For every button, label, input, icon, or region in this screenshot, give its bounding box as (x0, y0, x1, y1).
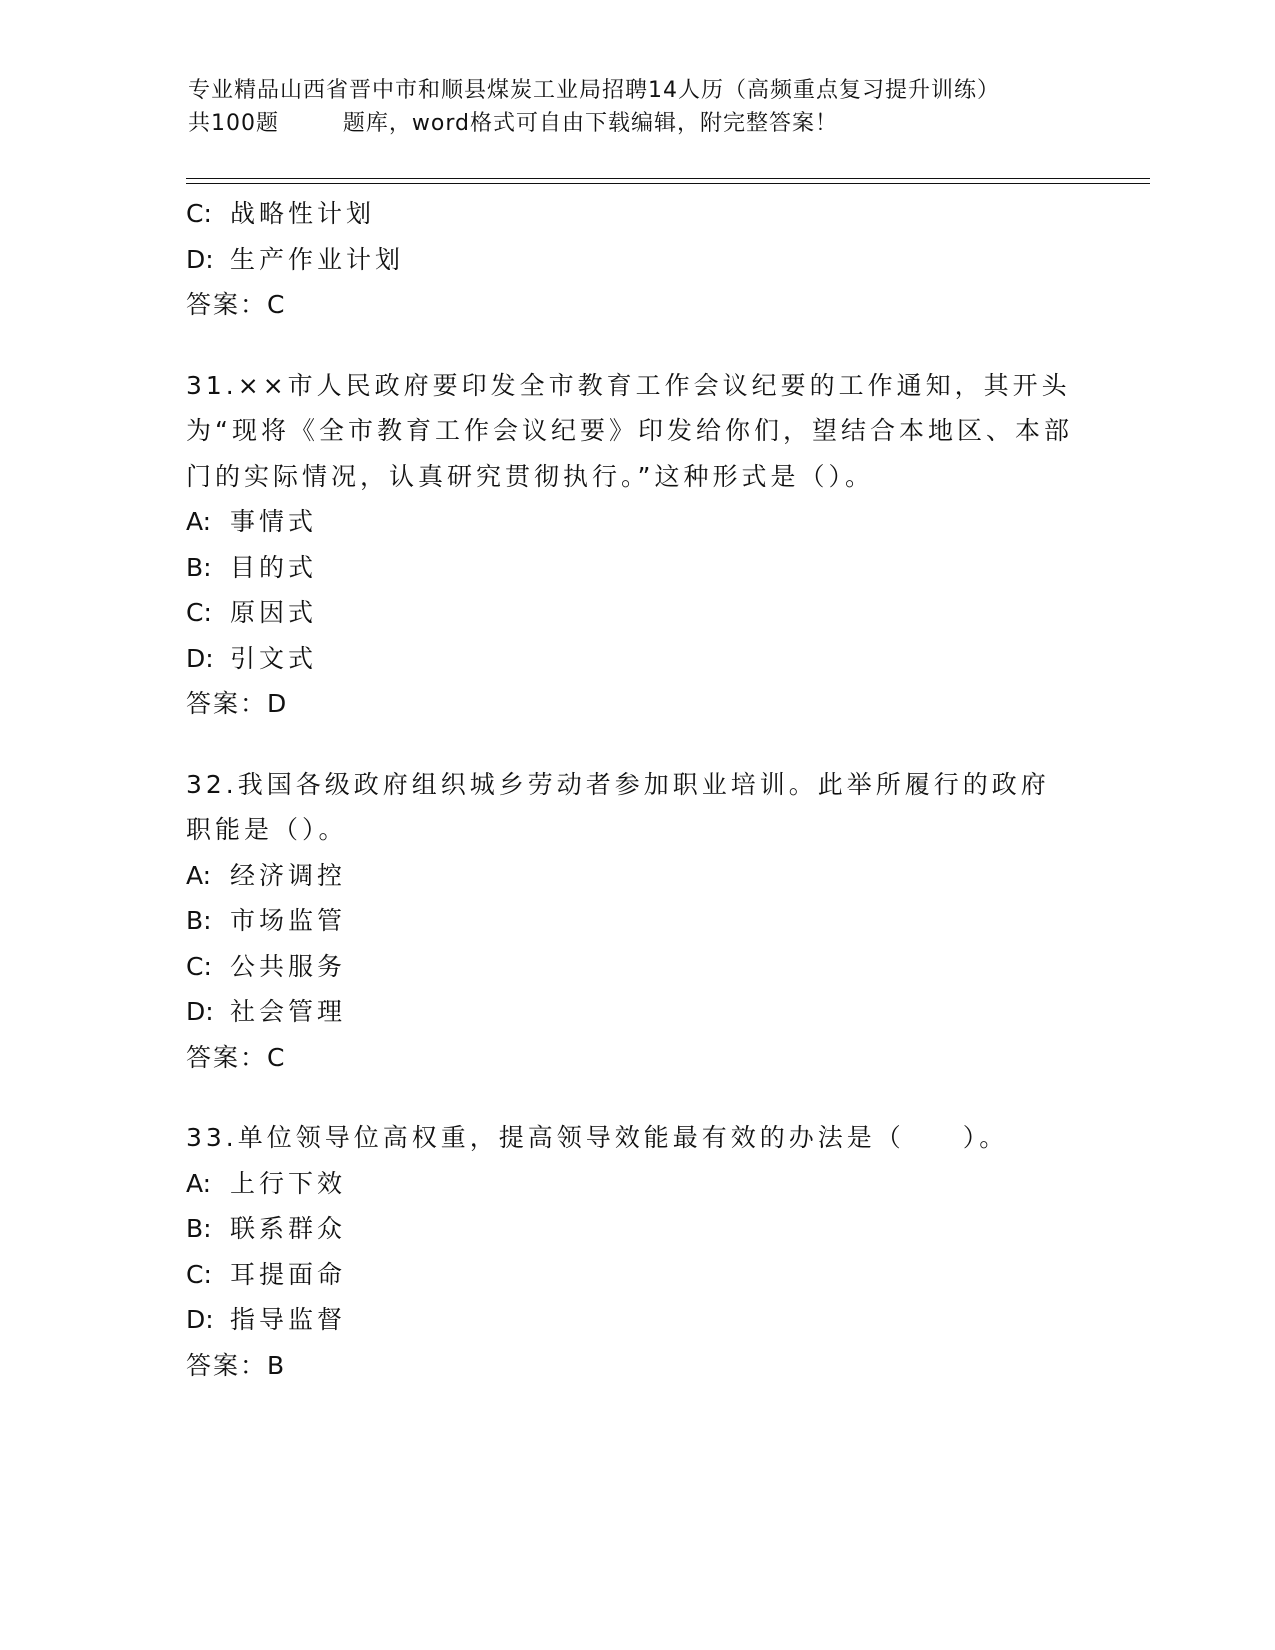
question-31 (186, 363, 1086, 727)
prev-question-block (186, 191, 1086, 328)
question-stem: 33.单位领导位高权重，提高领导效能最有效的办法是（ ）。 (186, 1123, 1009, 1152)
answer-line: 答案：C (186, 290, 287, 319)
header-rule-top (186, 178, 1150, 179)
option-c: C: 耳提面命 (186, 1259, 347, 1289)
header-title-line-1: 专业精品山西省晋中市和顺县煤炭工业局招聘14人历（高频重点复习提升训练） (188, 78, 1000, 103)
question-32 (186, 762, 1086, 1081)
question-stem: 31.××市人民政府要印发全市教育工作会议纪要的工作通知，其开头为“现将《全市教育工作会议纪要》印发给你们，望结合本地区、本部门的实际情况，认真研究贯彻执行。”这种形式是（）。 (186, 370, 1073, 491)
header-title-line-2: 共100题 题库，word格式可自由下载编辑，附完整答案！ (188, 111, 839, 136)
option-c: C: 原因式 (186, 598, 318, 627)
answer-line: 答案：D (186, 689, 289, 718)
option-b: B: 目的式 (186, 552, 318, 582)
option-b: B: 联系群众 (186, 1214, 347, 1243)
question-list (186, 191, 1086, 1388)
answer-line: 答案：C (186, 1042, 287, 1072)
answer-line: 答案：B (186, 1350, 287, 1380)
header-rule-bottom (186, 183, 1150, 184)
option-c: C: 战略性计划 (186, 199, 376, 228)
option-a: A: 事情式 (186, 507, 318, 536)
option-a: A: 上行下效 (186, 1168, 347, 1198)
option-c: C: 公共服务 (186, 951, 347, 981)
option-d: D: 指导监督 (186, 1305, 347, 1334)
question-33 (186, 1115, 1086, 1388)
document-header (188, 74, 1108, 140)
option-d: D: 生产作业计划 (186, 244, 405, 274)
option-d: D: 社会管理 (186, 997, 347, 1026)
question-stem: 32.我国各级政府组织城乡劳动者参加职业培训。此举所履行的政府职能是（）。 (186, 769, 1050, 844)
option-b: B: 市场监管 (186, 906, 347, 935)
option-a: A: 经济调控 (186, 860, 347, 890)
option-d: D: 引文式 (186, 643, 318, 673)
